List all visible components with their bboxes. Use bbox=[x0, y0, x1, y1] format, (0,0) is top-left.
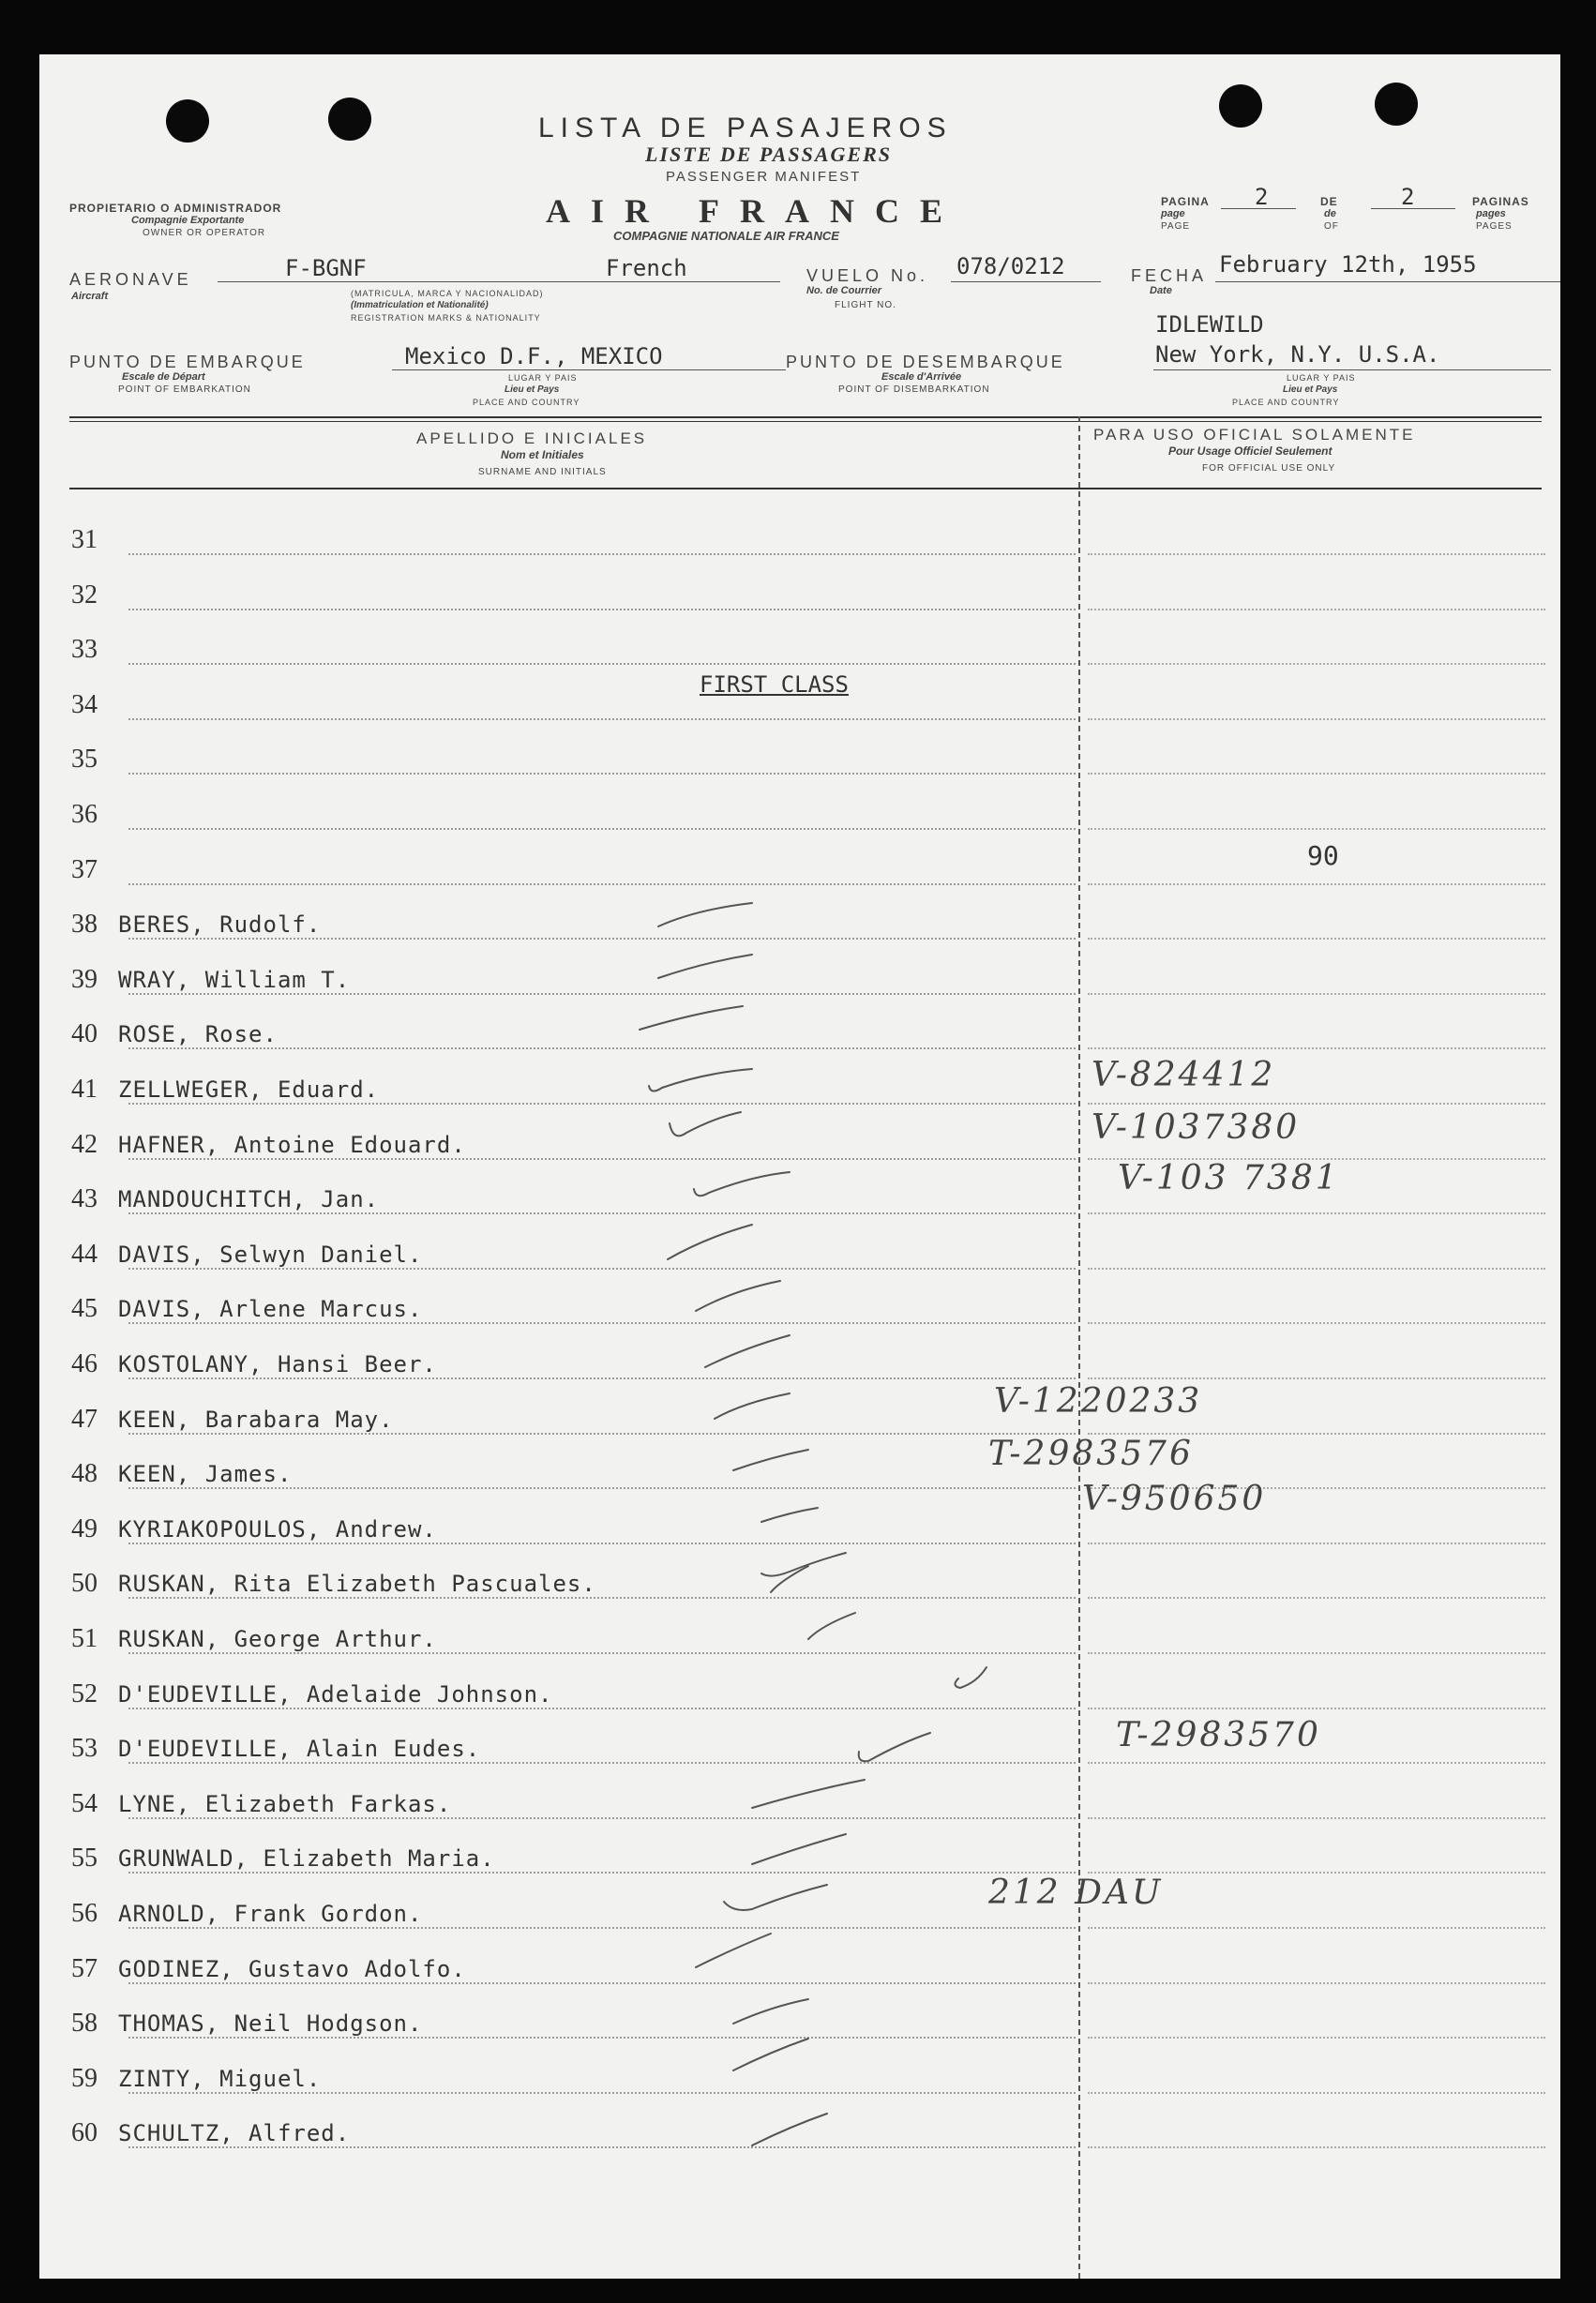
form-title-fr: LISTE DE PASSAGERS bbox=[645, 143, 893, 166]
row-number: 55 bbox=[71, 1844, 98, 1874]
pages-label: PAGINAS bbox=[1472, 195, 1529, 208]
pages-label-en: PAGES bbox=[1476, 221, 1513, 232]
row-number: 56 bbox=[71, 1899, 98, 1928]
row-number: 34 bbox=[71, 689, 98, 719]
disembark-place: New York, N.Y. U.S.A. bbox=[1155, 341, 1440, 368]
check-icon bbox=[752, 1780, 865, 1808]
disembark-place-2: Lieu et Pays bbox=[1283, 384, 1338, 395]
passenger-name: SCHULTZ, Alfred. bbox=[118, 2120, 351, 2147]
check-icon bbox=[658, 903, 752, 926]
passenger-name: D'EUDEVILLE, Alain Eudes. bbox=[118, 1736, 481, 1763]
passenger-name: D'EUDEVILLE, Adelaide Johnson. bbox=[118, 1680, 553, 1708]
disembark-label: PUNTO DE DESEMBARQUE bbox=[786, 353, 1065, 371]
passenger-name: THOMAS, Neil Hodgson. bbox=[118, 2010, 423, 2038]
pages-label-fr: pages bbox=[1476, 208, 1506, 219]
passenger-name: GODINEZ, Gustavo Adolfo. bbox=[118, 1955, 466, 1982]
aircraft-nationality: French bbox=[606, 255, 687, 281]
disembark-airport: IDLEWILD bbox=[1155, 311, 1264, 338]
embark-place: Mexico D.F., MEXICO bbox=[405, 343, 663, 369]
row-number: 50 bbox=[71, 1569, 98, 1599]
row-number: 40 bbox=[71, 1019, 98, 1049]
check-icon bbox=[649, 1069, 752, 1091]
flight-date: February 12th, 1955 bbox=[1219, 251, 1477, 278]
passenger-name: ZELLWEGER, Eduard. bbox=[118, 1076, 380, 1103]
passenger-name: RUSKAN, George Arthur. bbox=[118, 1626, 437, 1652]
flight-label-en: FLIGHT NO. bbox=[835, 300, 896, 310]
embark-place-3: PLACE AND COUNTRY bbox=[473, 398, 580, 407]
passenger-name: LYNE, Elizabeth Farkas. bbox=[118, 1790, 452, 1817]
airline-subtitle: COMPAGNIE NATIONALE AIR FRANCE bbox=[613, 229, 839, 243]
disembark-label-fr: Escale d'Arrivée bbox=[881, 371, 962, 383]
row-number: 58 bbox=[71, 2009, 98, 2039]
disembark-label-en: POINT OF DISEMBARKATION bbox=[838, 384, 990, 395]
date-label-fr: Date bbox=[1150, 285, 1172, 296]
row-number: 49 bbox=[71, 1513, 98, 1543]
passenger-name: HAFNER, Antoine Edouard. bbox=[118, 1131, 466, 1158]
passenger-name: ZINTY, Miguel. bbox=[118, 2065, 322, 2092]
row-number: 52 bbox=[71, 1678, 98, 1708]
disembark-place-3: PLACE AND COUNTRY bbox=[1232, 398, 1340, 407]
passenger-name: KEEN, James. bbox=[118, 1461, 293, 1488]
registration-label-2: (Immatriculation et Nationalité) bbox=[351, 300, 489, 310]
row-number: 36 bbox=[71, 800, 98, 829]
check-icon bbox=[668, 1225, 752, 1259]
column-names-title: APELLIDO E INICIALES bbox=[416, 429, 648, 447]
disembark-place-1: LUGAR Y PAIS bbox=[1287, 373, 1356, 383]
row-number: 51 bbox=[71, 1624, 98, 1653]
check-icon bbox=[658, 955, 752, 978]
check-icon bbox=[733, 2039, 808, 2070]
embark-label-en: POINT OF EMBARKATION bbox=[118, 384, 251, 395]
row-number: 48 bbox=[71, 1459, 98, 1489]
owner-label-fr: Compagnie Exportante bbox=[131, 215, 245, 226]
check-icon bbox=[715, 1393, 790, 1419]
handwritten-number-row-42: V-1037380 bbox=[1092, 1108, 1301, 1147]
form-title-en: PASSENGER MANIFEST bbox=[666, 169, 862, 185]
passenger-name: RUSKAN, Rita Elizabeth Pascuales. bbox=[118, 1571, 596, 1598]
check-icon bbox=[705, 1335, 790, 1367]
passenger-name: MANDOUCHITCH, Jan. bbox=[118, 1186, 380, 1213]
aircraft-label-fr: Aircraft bbox=[71, 291, 109, 302]
passenger-name: BERES, Rudolf. bbox=[118, 911, 322, 939]
owner-label-en: OWNER OR OPERATOR bbox=[143, 228, 266, 238]
row-number: 39 bbox=[71, 964, 98, 994]
row-number: 45 bbox=[71, 1294, 98, 1324]
of-label-en: OF bbox=[1324, 221, 1339, 232]
aircraft-registration: F-BGNF bbox=[285, 255, 367, 281]
row-number: 35 bbox=[71, 745, 98, 775]
of-label: DE bbox=[1320, 195, 1338, 208]
check-icon bbox=[771, 1566, 808, 1592]
section-label: FIRST CLASS bbox=[700, 671, 849, 698]
check-icon bbox=[955, 1667, 986, 1688]
handwritten-number-row-49: V-950650 bbox=[1082, 1480, 1267, 1518]
page-label: PAGINA bbox=[1161, 195, 1210, 208]
handwritten-number-row-41: V-824412 bbox=[1092, 1056, 1276, 1094]
page-label-en: PAGE bbox=[1161, 221, 1191, 232]
column-official-title-fr: Pour Usage Officiel Seulement bbox=[1168, 444, 1333, 458]
passenger-name: DAVIS, Selwyn Daniel. bbox=[118, 1241, 423, 1268]
passenger-name: KOSTOLANY, Hansi Beer. bbox=[118, 1351, 437, 1377]
check-icon bbox=[761, 1508, 818, 1522]
row-number: 46 bbox=[71, 1349, 98, 1378]
check-icon bbox=[808, 1613, 855, 1639]
page-number: 2 bbox=[1255, 184, 1269, 210]
official-mark-row-37: 90 bbox=[1307, 840, 1339, 871]
check-icon bbox=[761, 1553, 846, 1576]
column-official-title-en: FOR OFFICIAL USE ONLY bbox=[1202, 463, 1336, 474]
embark-label: PUNTO DE EMBARQUE bbox=[69, 353, 306, 371]
owner-label: PROPIETARIO O ADMINISTRADOR bbox=[69, 202, 282, 215]
check-icon bbox=[694, 1172, 790, 1196]
embark-label-fr: Escale de Départ bbox=[122, 371, 205, 383]
flight-label-fr: No. de Courrier bbox=[806, 285, 882, 296]
row-number: 31 bbox=[71, 525, 98, 554]
passenger-name: WRAY, William T. bbox=[118, 966, 351, 993]
row-number: 54 bbox=[71, 1788, 98, 1818]
passenger-name: GRUNWALD, Elizabeth Maria. bbox=[118, 1845, 495, 1873]
embark-place-1: LUGAR Y PAIS bbox=[508, 373, 578, 383]
handwritten-number-row-48: T-2983576 bbox=[988, 1435, 1194, 1473]
check-icon bbox=[640, 1006, 743, 1030]
check-icon bbox=[733, 1450, 808, 1470]
check-icon bbox=[696, 1934, 771, 1967]
passenger-name: ARNOLD, Frank Gordon. bbox=[118, 1901, 423, 1927]
passenger-name: ROSE, Rose. bbox=[118, 1021, 278, 1048]
registration-label-1: (MATRICULA, MARCA Y NACIONALIDAD) bbox=[351, 289, 544, 298]
handwritten-number-row-43: V-103 7381 bbox=[1118, 1159, 1340, 1197]
column-names-title-en: SURNAME AND INITIALS bbox=[478, 467, 607, 477]
column-names-title-fr: Nom et Initiales bbox=[501, 448, 584, 461]
row-number: 32 bbox=[71, 580, 98, 610]
page-total: 2 bbox=[1401, 184, 1415, 210]
row-number: 44 bbox=[71, 1239, 98, 1269]
page-label-fr: page bbox=[1161, 208, 1185, 219]
check-icon bbox=[752, 1834, 846, 1864]
row-number: 42 bbox=[71, 1129, 98, 1159]
date-label: FECHA bbox=[1131, 266, 1208, 285]
checkmarks-layer bbox=[39, 54, 1560, 2279]
handwritten-number-row-56: 212 DAU bbox=[988, 1874, 1164, 1912]
flight-label: VUELO No. bbox=[806, 266, 929, 285]
row-number: 43 bbox=[71, 1184, 98, 1214]
row-number: 38 bbox=[71, 910, 98, 940]
check-icon bbox=[724, 1885, 827, 1910]
aircraft-label: AERONAVE bbox=[69, 270, 192, 289]
passenger-name: KYRIAKOPOULOS, Andrew. bbox=[118, 1515, 437, 1543]
row-number: 57 bbox=[71, 1953, 98, 1983]
check-icon bbox=[696, 1281, 780, 1311]
row-number: 59 bbox=[71, 2063, 98, 2093]
check-icon bbox=[752, 2114, 827, 2145]
handwritten-number-row-53: T-2983570 bbox=[1116, 1716, 1321, 1754]
column-official-title: PARA USO OFICIAL SOLAMENTE bbox=[1093, 426, 1416, 444]
check-icon bbox=[859, 1733, 930, 1761]
airline-name: AIR FRANCE bbox=[546, 192, 963, 230]
manifest-sheet bbox=[39, 54, 1560, 2279]
handwritten-number-row-47: V-1220233 bbox=[994, 1382, 1203, 1421]
registration-label-3: REGISTRATION MARKS & NATIONALITY bbox=[351, 313, 541, 323]
form-title: LISTA DE PASAJEROS bbox=[538, 113, 953, 143]
flight-number: 078/0212 bbox=[956, 253, 1065, 279]
row-number: 37 bbox=[71, 854, 98, 884]
row-number: 53 bbox=[71, 1734, 98, 1764]
row-number: 33 bbox=[71, 635, 98, 665]
passenger-name: DAVIS, Arlene Marcus. bbox=[118, 1296, 423, 1323]
row-number: 47 bbox=[71, 1404, 98, 1434]
row-number: 41 bbox=[71, 1075, 98, 1104]
of-label-fr: de bbox=[1324, 208, 1336, 219]
check-icon bbox=[670, 1112, 741, 1136]
row-number: 60 bbox=[71, 2118, 98, 2148]
check-icon bbox=[733, 1999, 808, 2024]
passenger-name: KEEN, Barabara May. bbox=[118, 1406, 394, 1433]
embark-place-2: Lieu et Pays bbox=[504, 384, 560, 395]
